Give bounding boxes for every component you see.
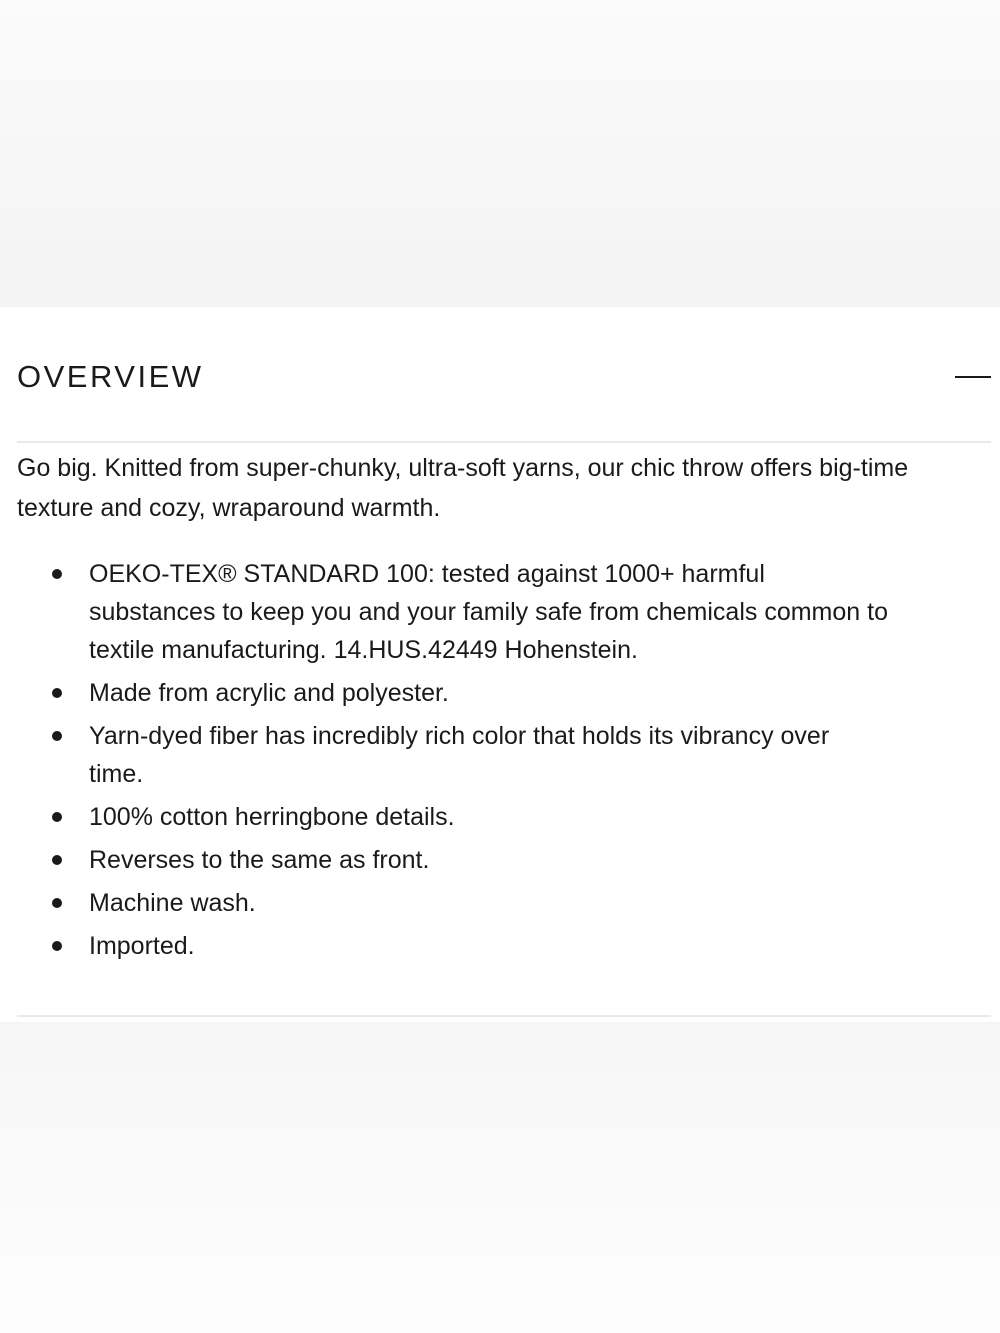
list-item: [0, 884, 889, 922]
divider: [17, 441, 991, 443]
feature-text: Machine wash.: [89, 889, 256, 917]
list-item: [0, 841, 889, 879]
product-image-area-top: [0, 0, 1000, 307]
overview-description: Go big. Knitted from super-chunky, ultra-soft yarns, our chic throw offers big-time texture and cozy, wraparound warmth.: [17, 454, 909, 522]
feature-text: OEKO-TEX® STANDARD 100: tested against 1000+ harmful substances to keep you and your family safe from chemicals common to textile manufacturing. 14.HUS.42449 Hohenstein.: [89, 560, 888, 664]
bullet-icon: [52, 898, 62, 908]
product-image-area-bottom: [0, 1022, 1000, 1333]
bullet-icon: [52, 855, 62, 865]
bullet-icon: [52, 688, 62, 698]
collapse-toggle-button[interactable]: [950, 362, 996, 392]
feature-list: [0, 555, 1000, 970]
list-item: [0, 798, 889, 836]
list-item: [0, 555, 889, 669]
feature-text: Made from acrylic and polyester.: [89, 679, 449, 707]
feature-text: 100% cotton herringbone details.: [89, 803, 455, 831]
list-item: [0, 674, 889, 712]
bullet-icon: [52, 731, 62, 741]
overview-accordion-header[interactable]: [0, 307, 1000, 442]
bullet-icon: [52, 569, 62, 579]
list-item: [0, 927, 889, 965]
list-item: [0, 717, 889, 793]
overview-accordion: [0, 307, 1000, 1022]
minus-icon: [955, 376, 991, 378]
overview-title: OVERVIEW: [17, 359, 204, 394]
bullet-icon: [52, 941, 62, 951]
bullet-icon: [52, 812, 62, 822]
feature-text: Reverses to the same as front.: [89, 846, 430, 874]
feature-text: Imported.: [89, 932, 195, 960]
divider: [17, 1015, 991, 1017]
feature-text: Yarn-dyed fiber has incredibly rich color that holds its vibrancy over time.: [89, 722, 830, 788]
